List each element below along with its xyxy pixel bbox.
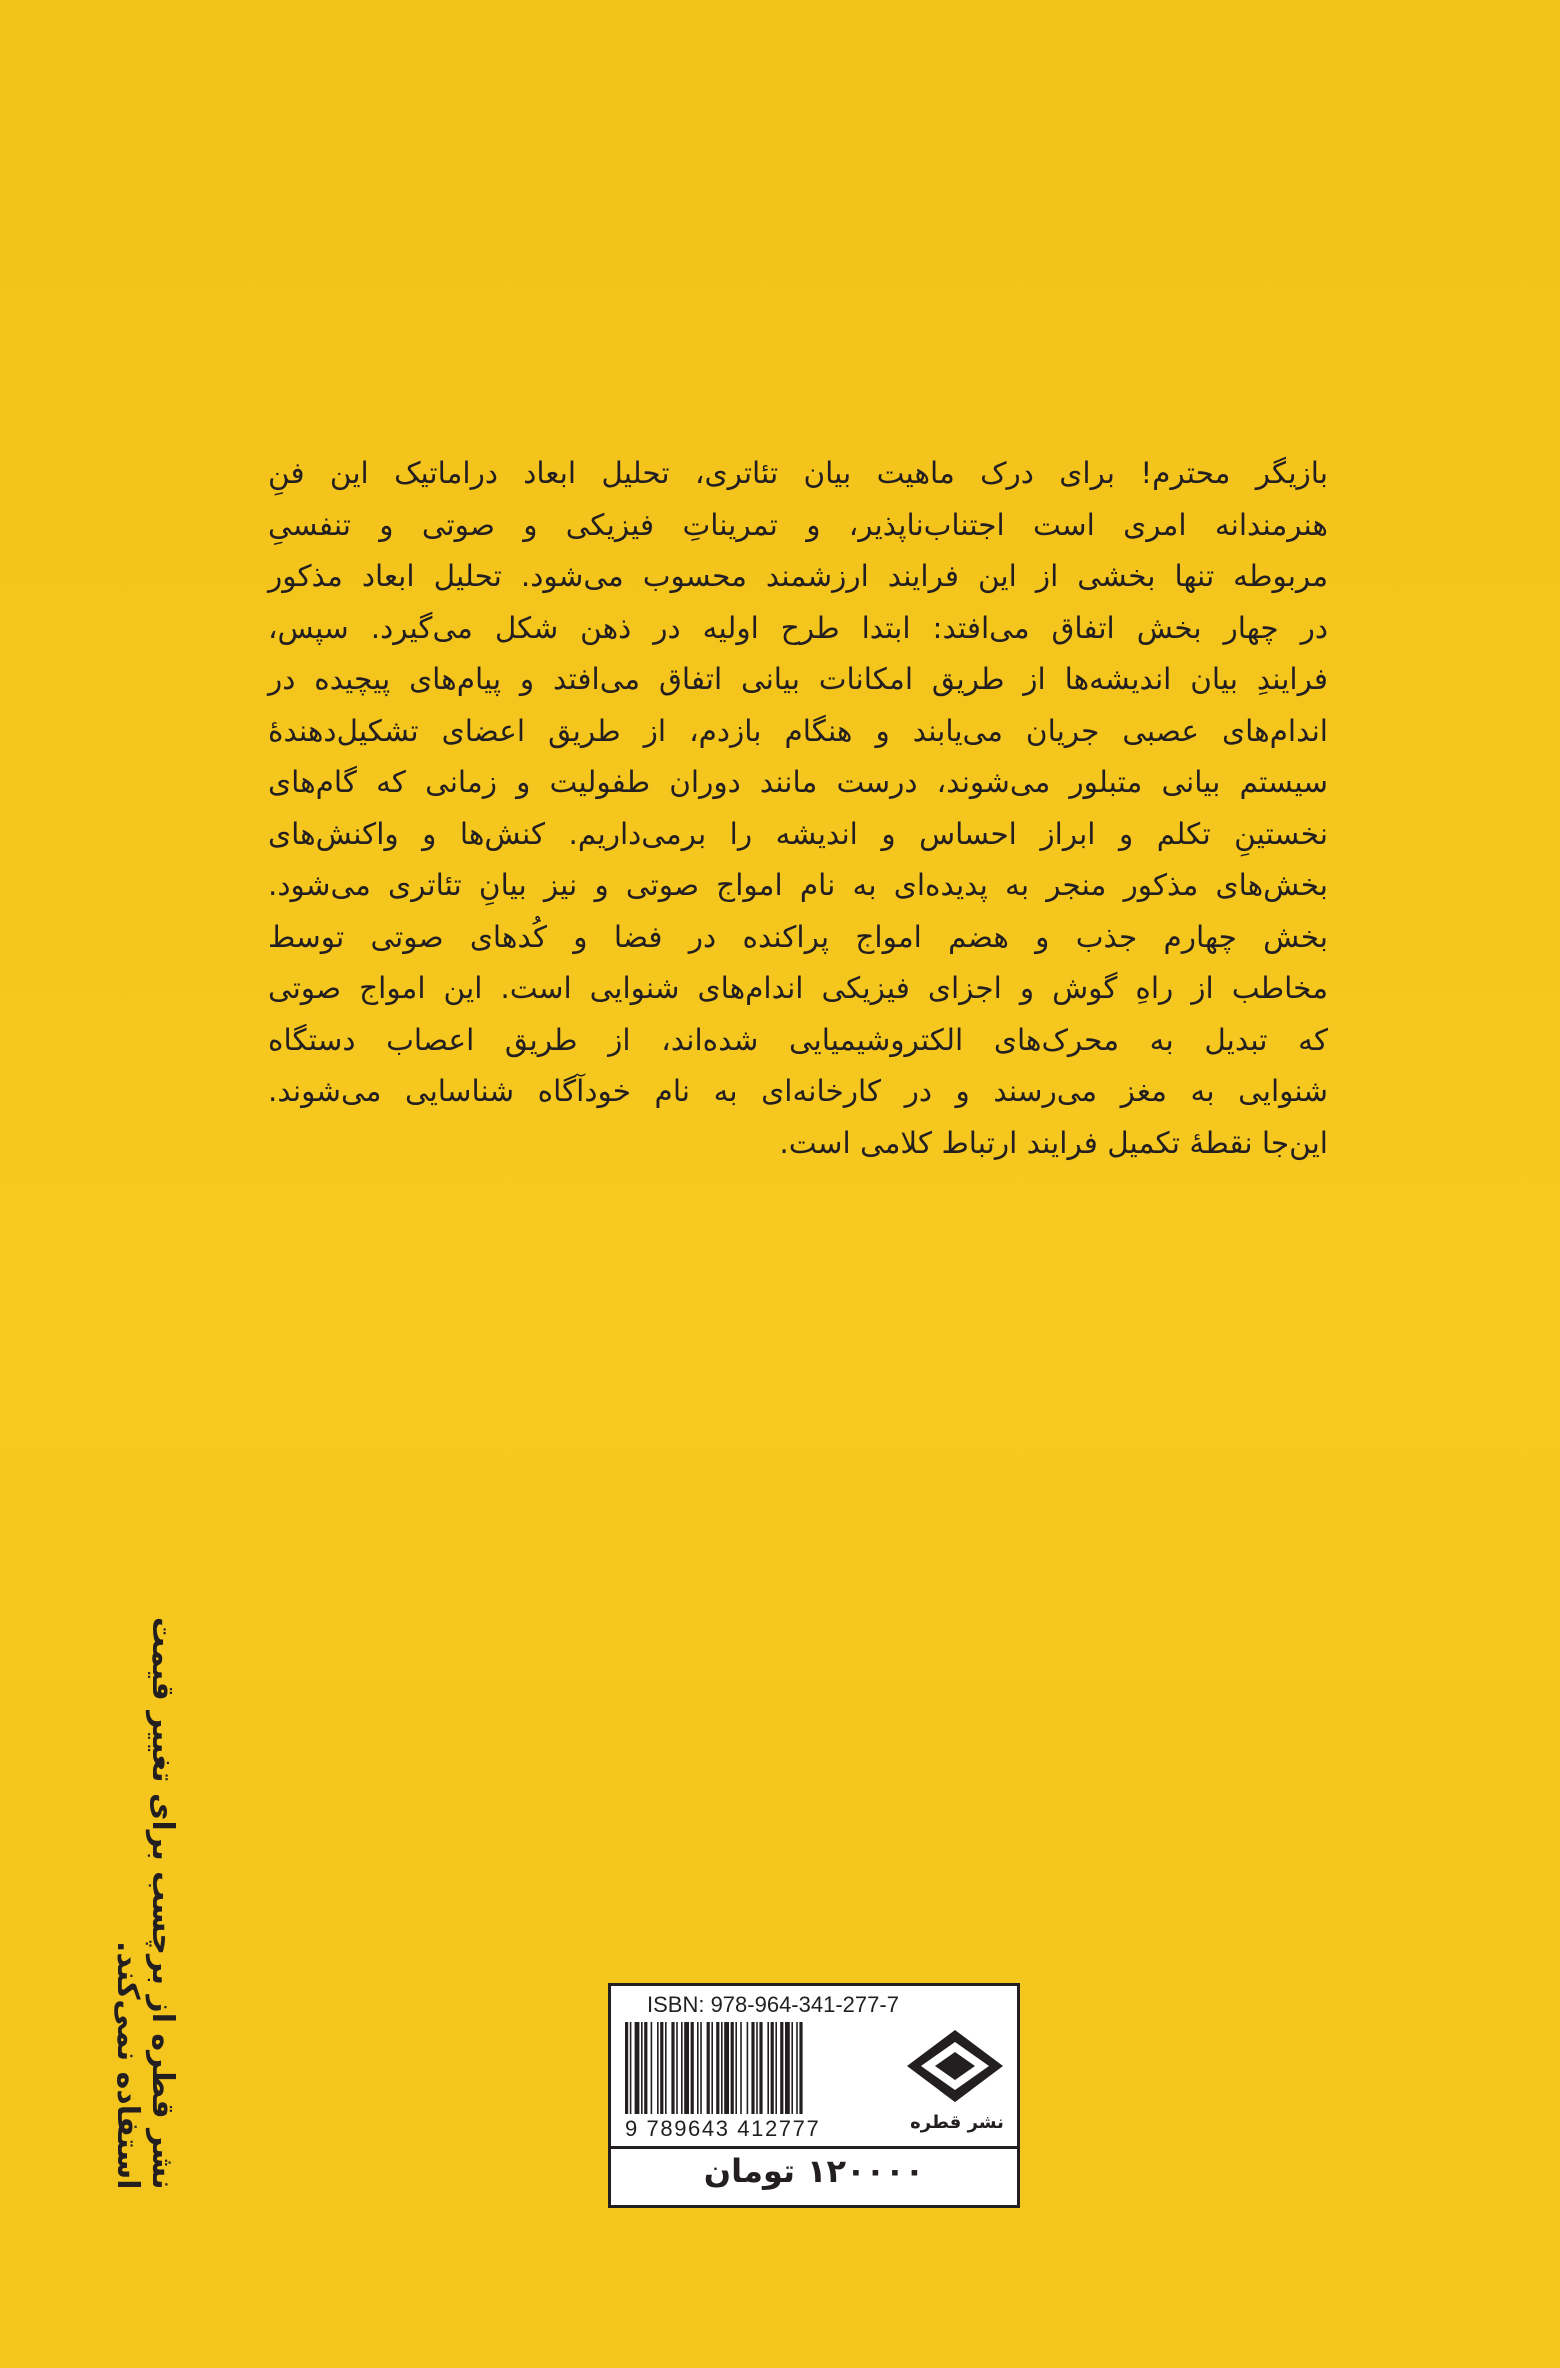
blurb-line: در چهار بخش اتفاق می‌افتد: ابتدا طرح اولیه در ذهن شکل می‌گیرد. سپس، bbox=[268, 610, 1328, 645]
blurb-line: این‌جا نقطهٔ تکمیل فرایند ارتباط کلامی است. bbox=[779, 1125, 1328, 1160]
barcode-bar bbox=[665, 2022, 667, 2114]
isbn-text: ISBN: 978-964-341-277-7 bbox=[647, 1992, 899, 2017]
blurb-line: مربوطه تنها بخشی از این فرایند ارزشمند محسوب می‌شود. تحلیل ابعاد مذکور bbox=[268, 559, 1328, 593]
barcode-bar bbox=[700, 2022, 702, 2114]
blurb-line: نخستینِ تکلم و ابراز احساس و اندیشه را برمی‌داریم. کنش‌ها و واکنش‌های bbox=[268, 816, 1328, 851]
barcode-bar bbox=[681, 2022, 683, 2114]
publisher-name: نشر قطره bbox=[910, 2112, 1004, 2133]
barcode-bar bbox=[657, 2022, 659, 2114]
barcode-bar bbox=[751, 2022, 754, 2114]
blurb-line: بازیگر محترم! برای درک ماهیت بیان تئاتری، تحلیل ابعاد دراماتیک این فنِ bbox=[268, 456, 1328, 490]
barcode-bar bbox=[767, 2022, 769, 2114]
barcode-bar bbox=[716, 2022, 719, 2114]
barcode-bar bbox=[707, 2022, 710, 2114]
barcode-bar bbox=[691, 2022, 694, 2114]
label-divider bbox=[611, 2146, 1017, 2149]
blurb-line: هنرمندانه امری است اجتناب‌ناپذیر، و تمریناتِ فیزیکی و صوتی و تنفسیِ bbox=[268, 507, 1328, 542]
blurb-line: فرایندِ بیان اندیشه‌ها از طریق امکانات بیانی اتفاق می‌افتد و پیام‌های پیچیده در bbox=[268, 662, 1328, 696]
barcode-bar bbox=[775, 2022, 777, 2114]
blurb-line: شنوایی به مغز می‌رسند و در کارخانه‌ای به نام خودآگاه شناسایی می‌شوند. bbox=[268, 1074, 1328, 1108]
barcode-bar bbox=[697, 2022, 699, 2114]
blurb-line: مخاطب از راهِ گوش و اجزای فیزیکی اندام‌های شنوایی است. این امواج صوتی bbox=[268, 971, 1328, 1005]
blurb-line: بخش‌های مذکور منجر به پدیده‌ای به نام امواج صوتی و نیز بیانِ تئاتری می‌شود. bbox=[268, 868, 1328, 902]
barcode-bar bbox=[731, 2022, 734, 2114]
barcode-bar bbox=[735, 2022, 737, 2114]
barcode-bar bbox=[791, 2022, 793, 2114]
barcode-bar bbox=[660, 2022, 663, 2114]
price-currency: تومان bbox=[703, 2152, 796, 2190]
barcode-bar bbox=[771, 2022, 774, 2114]
price-barcode-label bbox=[608, 1983, 1020, 2208]
barcode-bar bbox=[651, 2022, 653, 2114]
blurb-line: بخش چهارم جذب و هضم امواج پراکنده در فضا و کُدهای صوتی توسط bbox=[268, 919, 1328, 954]
barcode-bar bbox=[759, 2022, 762, 2114]
barcode-bar bbox=[799, 2022, 802, 2114]
barcode-bar bbox=[644, 2022, 647, 2114]
price-label-note: نشر قطره از برچسب برای تغییر قیمت استفاده نمی‌کند. bbox=[110, 1617, 180, 2190]
barcode-icon bbox=[621, 2022, 891, 2114]
barcode-digits: 9 789643 412777 bbox=[625, 2116, 821, 2141]
barcode-bar bbox=[796, 2022, 798, 2114]
blurb-line: که تبدیل به محرک‌های الکتروشیمیایی شده‌اند، از طریق اعصاب دستگاه bbox=[268, 1022, 1328, 1057]
barcode-bar bbox=[721, 2022, 723, 2114]
barcode-bar bbox=[635, 2022, 640, 2114]
blurb-line: سیستم بیانی متبلور می‌شوند، درست مانند دوران طفولیت و زمانی که گام‌های bbox=[268, 765, 1328, 799]
barcode-bar bbox=[780, 2022, 783, 2114]
barcode-bar bbox=[711, 2022, 713, 2114]
barcode-bar bbox=[676, 2022, 678, 2114]
barcode-bar bbox=[747, 2022, 749, 2114]
barcode-bar bbox=[756, 2022, 758, 2114]
barcode-bar bbox=[684, 2022, 689, 2114]
barcode-bar bbox=[785, 2022, 790, 2114]
price-amount: ۱۲۰۰۰۰ bbox=[807, 2152, 925, 2190]
barcode-bar bbox=[740, 2022, 742, 2114]
price bbox=[611, 2152, 1017, 2190]
blurb-text bbox=[268, 448, 1328, 1169]
barcode-bar bbox=[630, 2022, 632, 2114]
blurb-line: اندام‌های عصبی جریان می‌یابند و هنگام بازدم، از طریق اعضای تشکیل‌دهندهٔ bbox=[268, 713, 1328, 748]
barcode-bar bbox=[641, 2022, 643, 2114]
barcode-bar bbox=[625, 2022, 628, 2114]
barcode-bar bbox=[724, 2022, 729, 2114]
barcode-bar bbox=[671, 2022, 674, 2114]
